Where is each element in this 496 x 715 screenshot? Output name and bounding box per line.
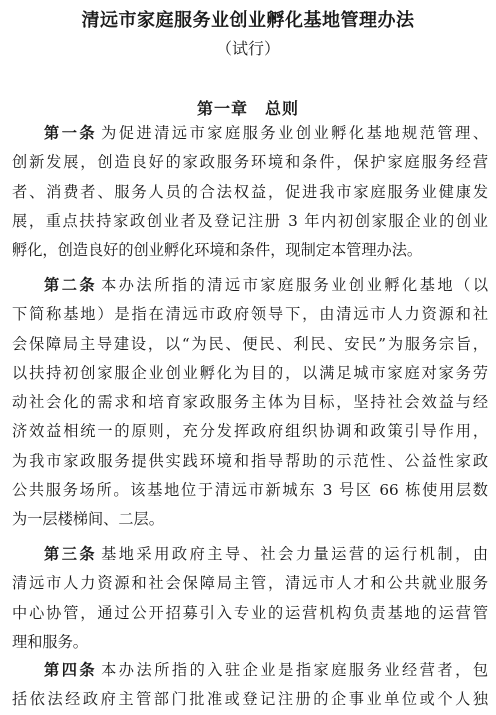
article-1 [12, 119, 488, 265]
article-line: 括依法经政府主管部门批准或登记注册的企事业单位或个人独 [12, 690, 488, 709]
article-4 [12, 656, 488, 715]
document-subtitle: （试行） [215, 39, 280, 58]
article-line: 第三条 基地采用政府主导、社会力量运营的运行机制，由 [44, 545, 488, 563]
article-line: 以扶持初创家服企业创业孵化为目的，以满足城市家庭对家务劳 [12, 363, 488, 382]
article-line: 孵化，创造良好的创业孵化环境和条件，现制定本管理办法。 [12, 241, 423, 260]
article-label: 第一条 [44, 124, 98, 142]
article-label: 第四条 [44, 661, 98, 679]
article-line: 第一条 为促进清远市家庭服务业创业孵化基地规范管理、 [44, 124, 488, 142]
article-line: 会保障局主导建设，以“为民、便民、利民、安民”为服务宗旨， [12, 334, 488, 353]
article-line: 理和服务。 [12, 632, 88, 651]
article-line: 者、消费者、服务人员的合法权益，促进我市家庭服务业健康发 [12, 182, 488, 201]
article-label: 第三条 [44, 545, 98, 563]
chapter-heading: 第一章 总则 [196, 99, 299, 118]
article-line: 济效益相统一的原则，充分发挥政府组织协调和政策引导作用， [12, 422, 488, 441]
article-line: 中心协管，通过公开招募引入专业的运营机构负责基地的运营管 [12, 603, 488, 622]
article-line: 创新发展，创造良好的家政服务环境和条件，保护家庭服务经营 [12, 153, 488, 172]
article-line: 为一层楼梯间、二层。 [12, 510, 164, 529]
document-title: 清远市家庭服务业创业孵化基地管理办法 [81, 10, 415, 31]
article-line: 第二条 本办法所指的清远市家庭服务业创业孵化基地（以 [44, 276, 488, 294]
article-line: 公共服务场所。该基地位于清远市新城东 3 号区 66 栋使用层数 [12, 481, 488, 500]
article-3 [12, 540, 488, 657]
article-line: 动社会化的需求和培育家政服务主体为目标，坚持社会效益与经 [12, 393, 488, 412]
article-label: 第二条 [44, 276, 98, 294]
article-line: 第四条 本办法所指的入驻企业是指家庭服务业经营者，包 [44, 661, 488, 679]
article-line: 下简称基地）是指在清远市政府领导下，由清远市人力资源和社 [12, 305, 488, 324]
article-line: 清远市人力资源和社会保障局主管，清远市人才和公共就业服务 [12, 574, 488, 593]
article-line: 为我市家政服务提供实践环境和指导帮助的示范性、公益性家政 [12, 451, 488, 470]
article-2 [12, 271, 488, 535]
article-line: 展，重点扶持家政创业者及登记注册 3 年内初创家服企业的创业 [12, 211, 488, 230]
